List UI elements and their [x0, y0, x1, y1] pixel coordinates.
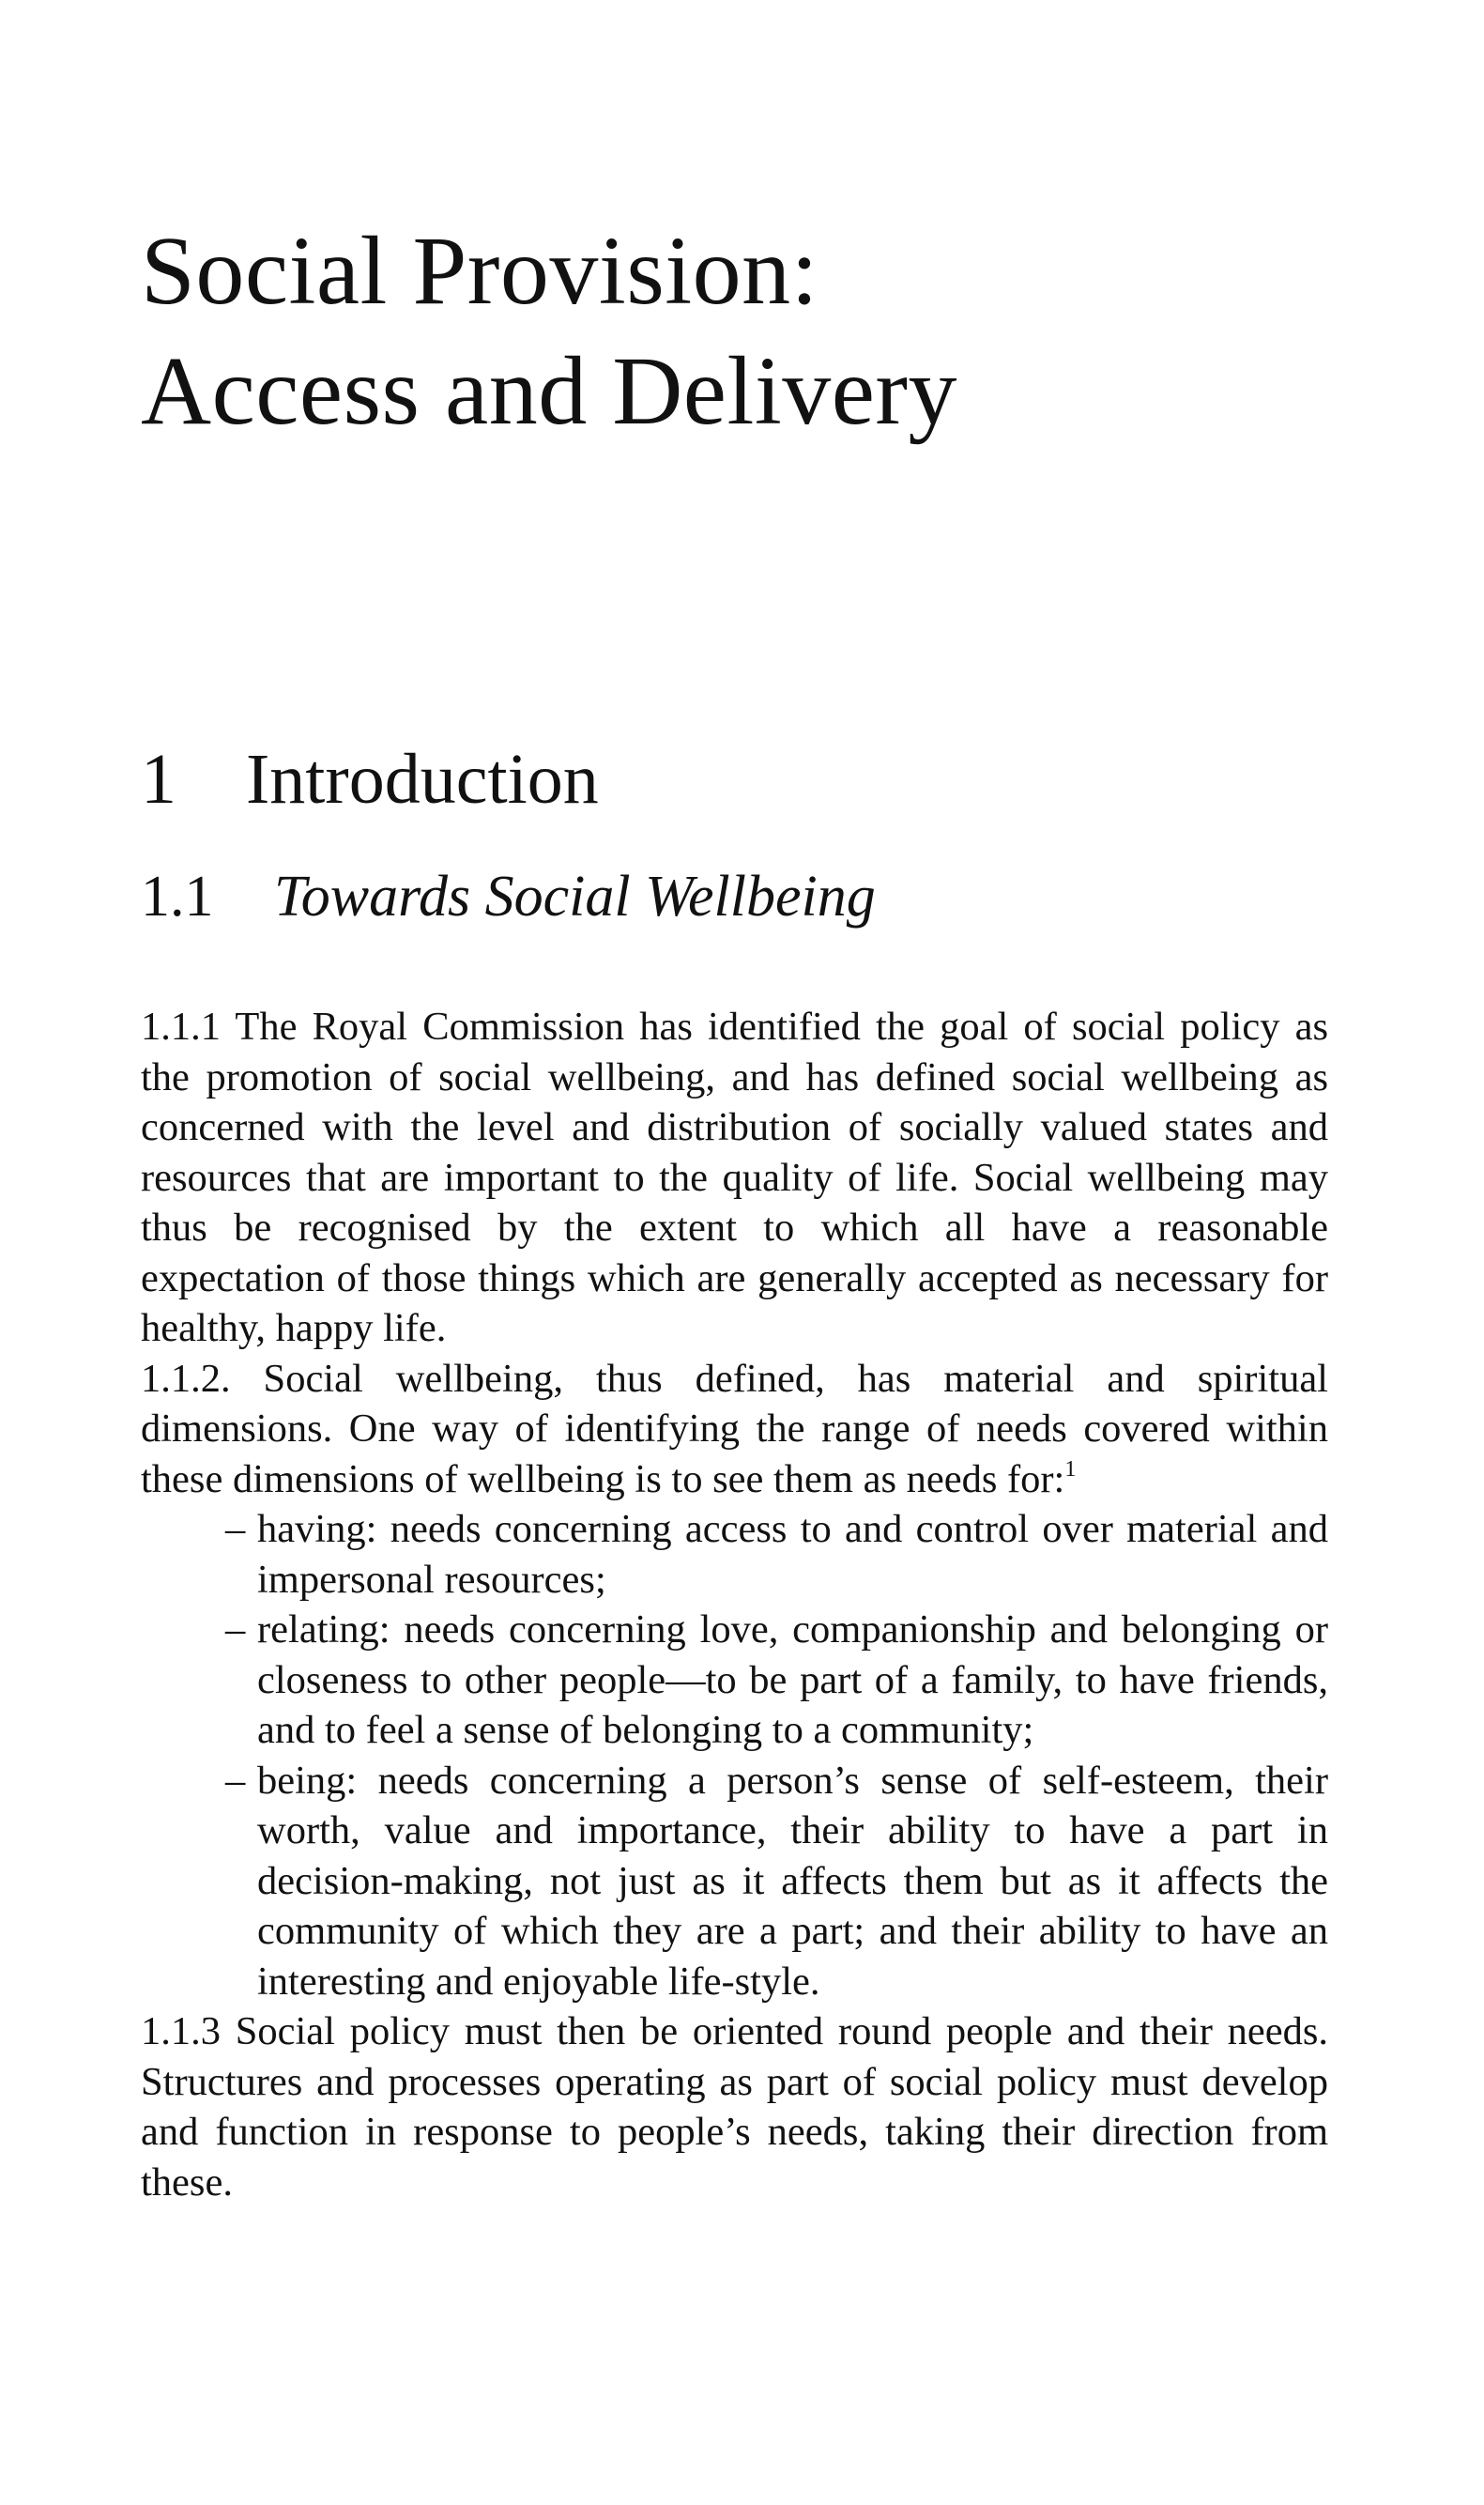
paragraph-1-1-1: 1.1.1 The Royal Commission has identified the goal of social policy as the promotion of social wellbeing, and has defined social wellbeing as concerned with the level and distribution of socially valued states and resources that are important to the quality of life. Social wellbeing may thus be recognised by the extent to which all have a reasonable expectation of those things which are generally accepted as necessary for healthy, happy life. — [141, 1005, 1328, 1350]
list-dash: – — [225, 1758, 246, 1803]
list-item-being — [141, 1756, 1328, 2007]
subsection-heading — [141, 859, 876, 934]
list-item-text: having: needs concerning access to and control over material and impersonal resources; — [257, 1507, 1328, 1602]
title-line-1: Social Provision: — [141, 217, 819, 325]
needs-list — [141, 1504, 1328, 2006]
list-item-having — [141, 1504, 1328, 1605]
list-item-relating — [141, 1605, 1328, 1756]
list-dash: – — [225, 1507, 246, 1551]
subsection-title: Towards Social Wellbeing — [274, 865, 876, 929]
list-item-text: being: needs concerning a person’s sense of self-esteem, their worth, value and importance, their ability to have a part in decision-making, not just as it affects them but as it affects the community of which they are a part; and their ability to have an interesting and enjoyable life-style. — [257, 1758, 1328, 2004]
document-title — [141, 211, 957, 452]
body-text — [141, 1002, 1328, 2207]
paragraph-1-1-2 — [141, 1354, 1328, 1505]
title-line-2: Access and Delivery — [141, 337, 958, 445]
footnote-marker: 1 — [1064, 1456, 1077, 1482]
section-heading — [141, 737, 599, 822]
section-number: 1 — [141, 740, 176, 819]
section-title: Introduction — [246, 740, 599, 819]
subsection-number: 1.1 — [141, 865, 214, 929]
list-item-text: relating: needs concerning love, companionship and belonging or closeness to other people—to be part of a family, to have friends, and to feel a sense of belonging to a community; — [257, 1607, 1328, 1752]
paragraph-1-1-3: 1.1.3 Social policy must then be oriented round people and their needs. Structures and processes operating as part of social policy must develop and function in response to people’s needs, taking their direction from these. — [141, 2009, 1328, 2205]
list-dash: – — [225, 1607, 246, 1652]
paragraph-1-1-2-text: 1.1.2. Social wellbeing, thus defined, has material and spiritual dimensions. One way of identifying the range of needs covered within these dimensions of wellbeing is to see them as needs for: — [141, 1356, 1328, 1501]
